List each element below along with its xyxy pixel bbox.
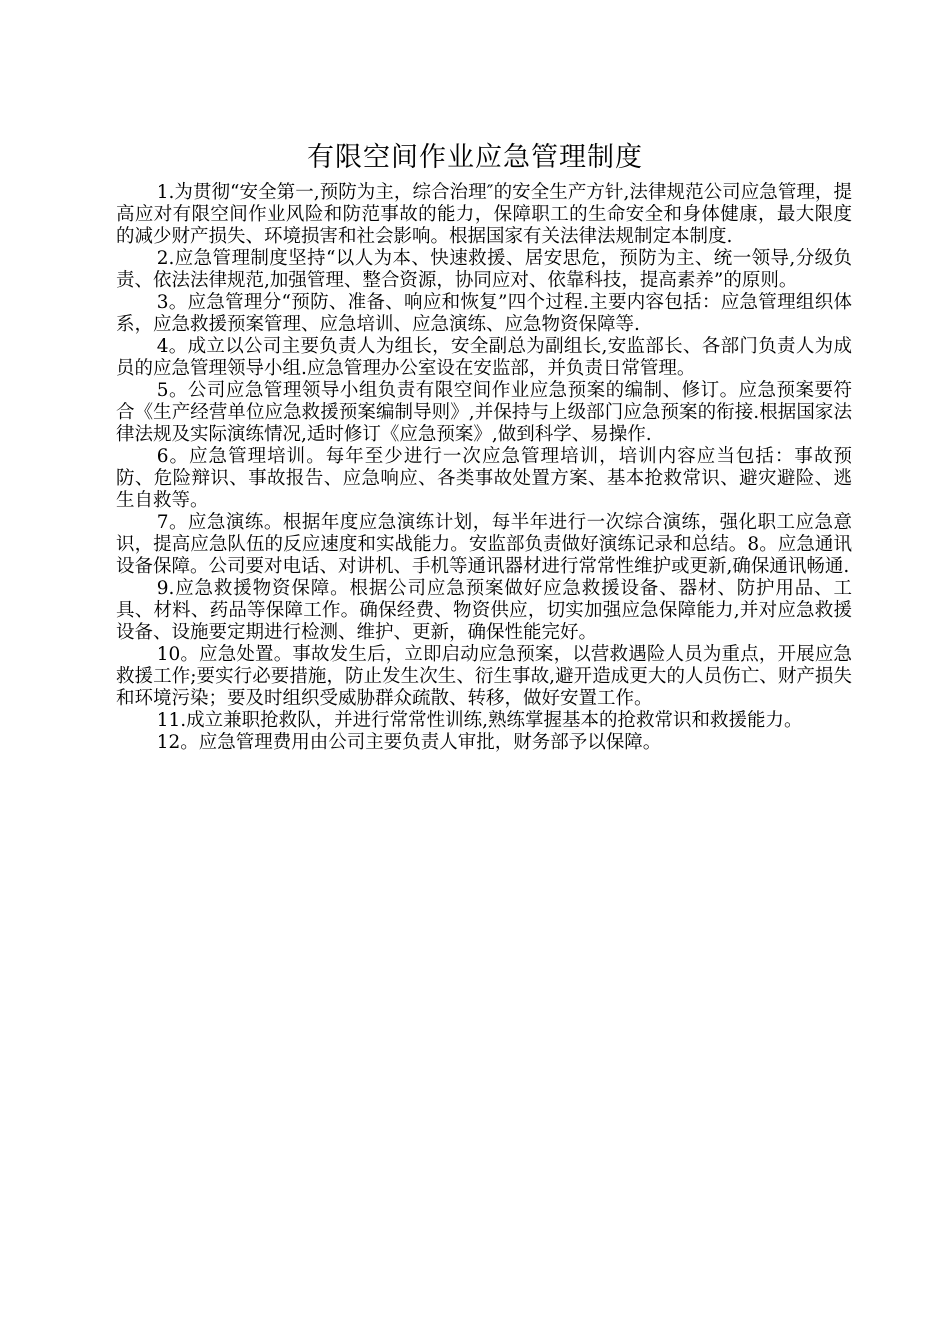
paragraph-1: 1.为贯彻“安全第一,预防为主，综合治理″的安全生产方针,法律规范公司应急管理，提高应对有限空间作业风险和防范事故的能力，保障职工的生命安全和身体健康，最大限度的减少财产损失、环境损害和社会影响。根据国家有关法律法规制定本制度.: [116, 182, 852, 247]
document-body: [116, 182, 852, 754]
paragraph-5: 5。公司应急管理领导小组负责有限空间作业应急预案的编制、修订。应急预案要符合《生产经营单位应急救援预案编制导则》,并保持与上级部门应急预案的衔接.根据国家法律法规及实际演练情况,适时修订《应急预案》,做到科学、易操作.: [116, 380, 852, 445]
paragraph-10: 10。应急处置。事故发生后，立即启动应急预案，以营救遇险人员为重点，开展应急救援工作;要实行必要措施，防止发生次生、衍生事故,避开造成更大的人员伤亡、财产损失和环境污染；要及时组织受威胁群众疏散、转移，做好安置工作。: [116, 644, 852, 709]
paragraph-7: 7。应急演练。根据年度应急演练计划，每半年进行一次综合演练，强化职工应急意识，提高应急队伍的反应速度和实战能力。安监部负责做好演练记录和总结。8。应急通讯设备保障。公司要对电话、对讲机、手机等通讯器材进行常常性维护或更新,确保通讯畅通.: [116, 512, 852, 577]
paragraph-2: 2.应急管理制度坚持“以人为本、快速救援、居安思危，预防为主、统一领导,分级负责、依法法律规范,加强管理、整合资源，协同应对、依靠科技，提高素养”的原则。: [116, 248, 852, 291]
paragraph-12: 12。应急管理费用由公司主要负责人审批，财务部予以保障。: [156, 732, 662, 753]
paragraph-6: 6。应急管理培训。每年至少进行一次应急管理培训，培训内容应当包括：事故预防、危险辩识、事故报告、应急响应、各类事故处置方案、基本抢救常识、避灾避险、逃生自救等。: [116, 446, 852, 511]
paragraph-9: 9.应急救援物资保障。根据公司应急预案做好应急救援设备、器材、防护用品、工具、材料、药品等保障工作。确保经费、物资供应，切实加强应急保障能力,并对应急救援设备、设施要定期进行检测、维护、更新，确保性能完好。: [116, 578, 852, 643]
paragraph-3: 3。应急管理分“预防、准备、响应和恢复”四个过程.主要内容包括：应急管理组织体系，应急救援预案管理、应急培训、应急演练、应急物资保障等.: [116, 292, 852, 335]
paragraph-11: 11.成立兼职抢救队，并进行常常性训练,熟练掌握基本的抢救常识和救援能力。: [156, 710, 803, 731]
document-title: 有限空间作业应急管理制度: [307, 142, 643, 173]
paragraph-4: 4。成立以公司主要负责人为组长，安全副总为副组长,安监部长、各部门负责人为成员的应急管理领导小组.应急管理办公室设在安监部，并负责日常管理。: [116, 336, 852, 379]
